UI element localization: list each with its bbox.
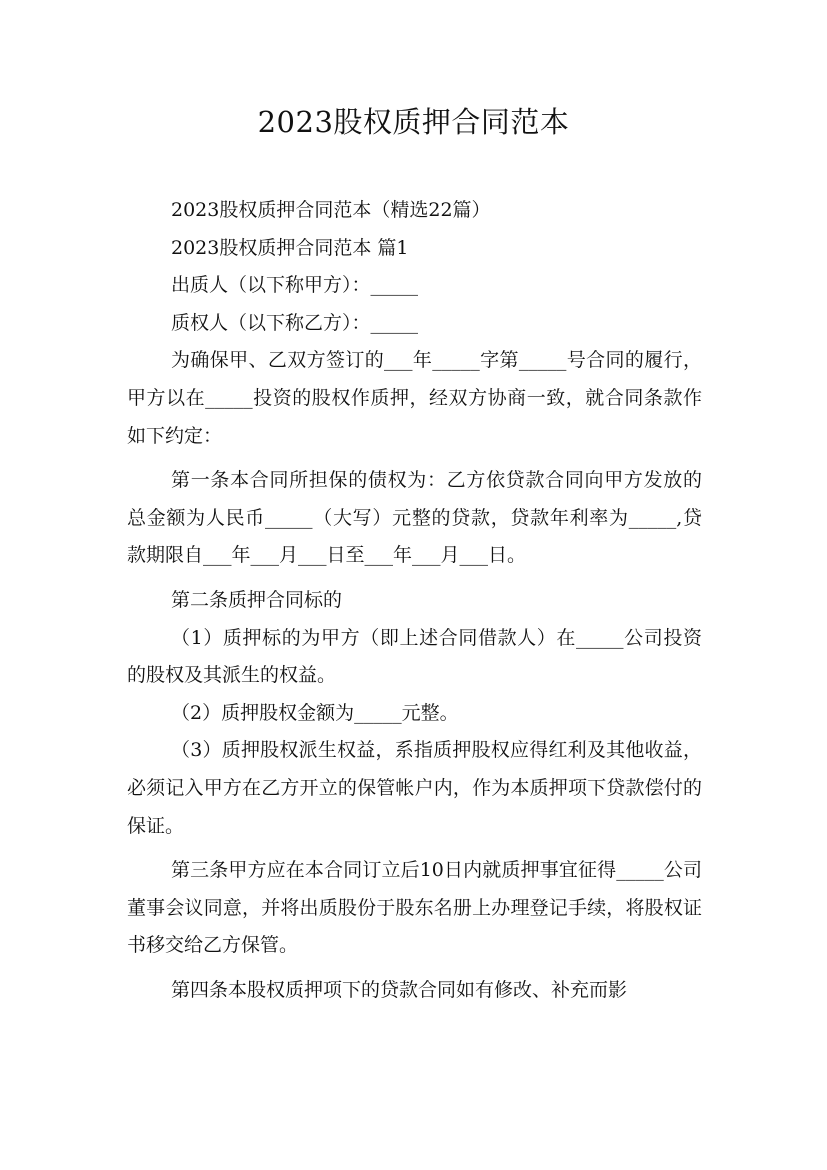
paragraph-article-3: 第三条甲方应在本合同订立后10日内就质押事宜征得_____公司董事会议同意，并将出质股份于股东名册上办理登记手续，将股权证书移交给乙方保管。 bbox=[127, 859, 702, 957]
paragraph-section-heading: 2023股权质押合同范本 篇1 bbox=[171, 236, 409, 259]
paragraph-pledgor: 出质人（以下称甲方）：_____ bbox=[171, 274, 419, 297]
paragraph-article-2: 第二条质押合同标的 bbox=[171, 588, 343, 611]
paragraph-clause-3: （3）质押股权派生权益，系指质押股权应得红利及其他收益，必须记入甲方在乙方开立的保管帐户内，作为本质押项下贷款偿付的保证。 bbox=[127, 739, 702, 837]
paragraph-pledgee: 质权人（以下称乙方）：_____ bbox=[171, 311, 419, 334]
document-title: 2023股权质押合同范本 bbox=[257, 105, 570, 139]
paragraph-clause-1: （1）质押标的为甲方（即上述合同借款人）在_____公司投资的股权及其派生的权益。 bbox=[127, 626, 702, 687]
paragraph-article-4: 第四条本股权质押项下的贷款合同如有修改、补充而影 bbox=[171, 978, 628, 1001]
document-body bbox=[127, 192, 702, 1009]
paragraph-preamble: 为确保甲、乙双方签订的___年_____字第_____号合同的履行，甲方以在_____投资的股权作质押，经双方协商一致，就合同条款作如下约定： bbox=[127, 349, 702, 447]
paragraph-article-1: 第一条本合同所担保的债权为：乙方依贷款合同向甲方发放的总金额为人民币_____（大写）元整的贷款，贷款年利率为_____,贷款期限自___年___月___日至___年___月___日。 bbox=[127, 469, 702, 567]
paragraph-subtitle: 2023股权质押合同范本（精选22篇） bbox=[171, 199, 491, 221]
paragraph-clause-2: （2）质押股权金额为_____元整。 bbox=[171, 701, 459, 724]
